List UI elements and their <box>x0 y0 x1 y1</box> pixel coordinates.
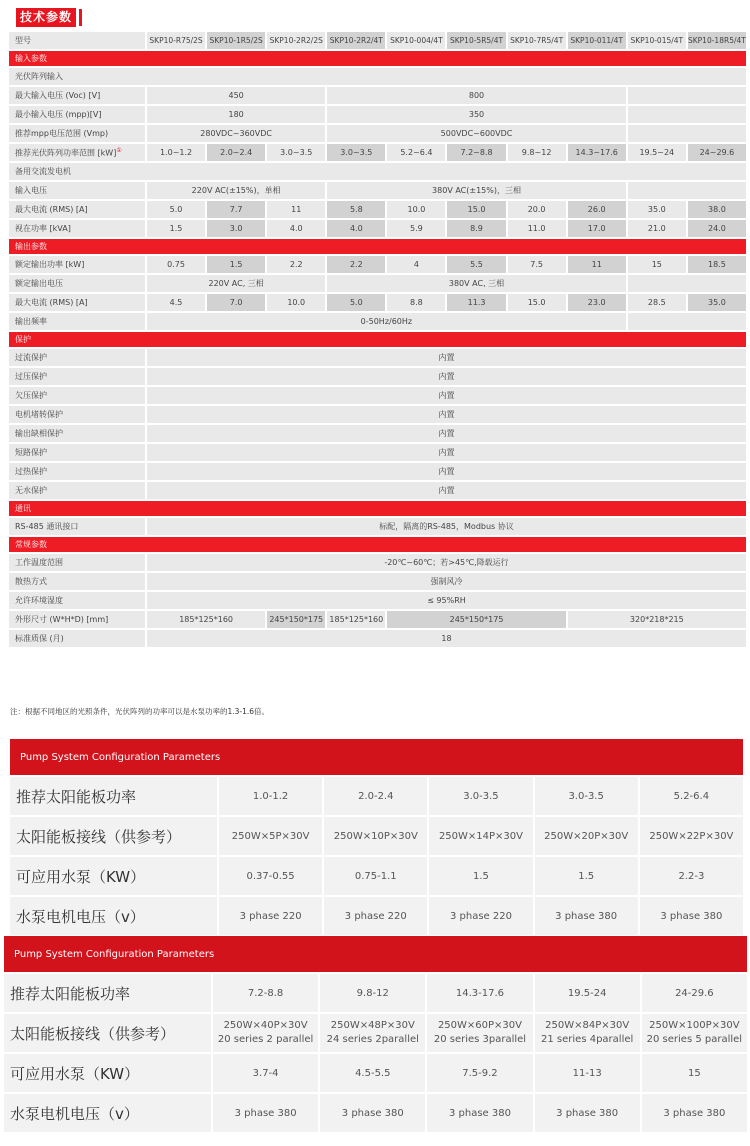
value-cell: 8.8 <box>387 294 445 311</box>
row-label: 过压保护 <box>9 368 145 385</box>
value-cell: 250W×5P×30V <box>219 817 322 855</box>
footnote: 注：根据不同地区的光照条件，光伏阵列的功率可以是水泵功率的1.3-1.6倍。 <box>10 707 270 716</box>
value-cell: 3.7-4 <box>213 1054 318 1092</box>
in-current-row <box>9 201 746 218</box>
value-cell: 3 phase 380 <box>213 1094 318 1132</box>
value-cell: 24.0 <box>688 220 746 237</box>
value-cell: 5.8 <box>327 201 385 218</box>
model-cell: SKP10-2R2/2S <box>267 32 325 49</box>
rs485-row <box>9 518 746 535</box>
value-cell: 8.9 <box>447 220 505 237</box>
value-cell: 320*218*215 <box>568 611 746 628</box>
value-cell: 3 phase 380 <box>640 897 743 935</box>
section-title <box>16 7 82 27</box>
cooling-row <box>9 573 746 590</box>
row-label-text: 推荐光伏阵列功率范围 [kW] <box>15 148 117 158</box>
value-cell: 2.2 <box>327 256 385 273</box>
title-accent-bar <box>79 9 82 26</box>
empty-cell <box>628 313 746 330</box>
value-cell: 3 phase 380 <box>320 1094 425 1132</box>
value-cell: 5.2-6.4 <box>640 777 743 815</box>
value-cell: 3 phase 380 <box>427 1094 532 1132</box>
value-cell: 5.0 <box>327 294 385 311</box>
value-cell: 500VDC~600VDC <box>327 125 625 142</box>
row-label: 推荐mpp电压范围 (Vmp) <box>9 125 145 142</box>
value-cell: 5.9 <box>387 220 445 237</box>
value-cell <box>642 1014 747 1052</box>
in-voltage-row <box>9 182 746 199</box>
section-label: 通讯 <box>9 501 746 516</box>
pump-voltage-row <box>4 1094 747 1132</box>
series-line: 20 series 5 parallel <box>646 1034 743 1045</box>
out-current-row <box>9 294 746 311</box>
value-cell: 内置 <box>147 406 746 423</box>
value-cell: 220V AC(±15%)，单相 <box>147 182 325 199</box>
value-cell: 10.0 <box>387 201 445 218</box>
backup-row <box>9 163 746 180</box>
value-cell: 内置 <box>147 368 746 385</box>
row-label: 最小输入电压 (mpp)[V] <box>9 106 145 123</box>
row-label: 标准质保 (月) <box>9 630 145 647</box>
empty-cell <box>628 106 746 123</box>
protection-row <box>9 482 746 499</box>
voc-row <box>9 87 746 104</box>
value-cell: 450 <box>147 87 325 104</box>
series-line: 20 series 3parallel <box>433 1034 527 1045</box>
protection-row <box>9 425 746 442</box>
value-cell: 15 <box>642 1054 747 1092</box>
value-cell: 4.0 <box>267 220 325 237</box>
value-cell: 7.5-9.2 <box>427 1054 532 1092</box>
value-cell: 内置 <box>147 425 746 442</box>
value-cell: 800 <box>327 87 625 104</box>
value-cell: 7.7 <box>207 201 265 218</box>
value-cell: 4.0 <box>327 220 385 237</box>
value-cell: 内置 <box>147 349 746 366</box>
model-cell: SKP10-004/4T <box>387 32 445 49</box>
value-cell: 20.0 <box>508 201 566 218</box>
pump-table-header <box>10 739 743 775</box>
value-cell: 3 phase 220 <box>219 897 322 935</box>
value-cell: 18.5 <box>688 256 746 273</box>
value-cell: 3 phase 380 <box>642 1094 747 1132</box>
protection-row <box>9 368 746 385</box>
value-cell: 0.37-0.55 <box>219 857 322 895</box>
value-cell: 11 <box>568 256 626 273</box>
vmp-row <box>9 125 746 142</box>
value-cell: 18 <box>147 630 746 647</box>
value-cell: 3.0-3.5 <box>429 777 532 815</box>
row-label: 工作温度范围 <box>9 554 145 571</box>
row-label: 太阳能板接线（供参考） <box>10 817 217 855</box>
empty-cell <box>628 275 746 292</box>
empty-cell <box>628 182 746 199</box>
model-cell: SKP10-18R5/4T <box>688 32 746 49</box>
value-cell: 3.0-3.5 <box>535 777 638 815</box>
series-line: 24 series 2parallel <box>326 1034 419 1045</box>
value-cell: 19.5-24 <box>535 974 640 1012</box>
value-cell: 4.5 <box>147 294 205 311</box>
value-cell: 0.75-1.1 <box>324 857 427 895</box>
wiring-line: 250W×40P×30V <box>223 1020 308 1031</box>
value-cell: 220V AC, 三相 <box>147 275 325 292</box>
protection-row <box>9 463 746 480</box>
row-label: 型号 <box>9 32 145 49</box>
value-cell: 内置 <box>147 463 746 480</box>
section-comm <box>9 501 746 516</box>
row-label: 输入电压 <box>9 182 145 199</box>
value-cell: 内置 <box>147 444 746 461</box>
temp-row <box>9 554 746 571</box>
row-label: 最大电流 (RMS) [A] <box>9 294 145 311</box>
footnote-mark: ① <box>116 146 122 154</box>
row-label: 推荐太阳能板功率 <box>10 777 217 815</box>
value-cell: 5.5 <box>447 256 505 273</box>
wiring-line: 250W×60P×30V <box>437 1020 522 1031</box>
row-label: 推荐太阳能板功率 <box>4 974 211 1012</box>
pump-wiring-row <box>4 1014 747 1052</box>
value-cell: 内置 <box>147 387 746 404</box>
model-cell: SKP10-5R5/4T <box>447 32 505 49</box>
value-cell: 1.5 <box>207 256 265 273</box>
pump-config-table-1 <box>8 737 745 937</box>
value-cell: 9.8-12 <box>320 974 425 1012</box>
section-label: 保护 <box>9 332 746 347</box>
value-cell: 35.0 <box>688 294 746 311</box>
row-label: 最大输入电压 (Voc) [V] <box>9 87 145 104</box>
section-general <box>9 537 746 552</box>
row-label: 短路保护 <box>9 444 145 461</box>
row-label: 额定输出功率 [kW] <box>9 256 145 273</box>
value-cell: 250W×20P×30V <box>535 817 638 855</box>
value-cell: 11-13 <box>535 1054 640 1092</box>
value-cell: 7.2-8.8 <box>213 974 318 1012</box>
section-protection <box>9 332 746 347</box>
protection-row <box>9 444 746 461</box>
spec-table <box>7 30 748 649</box>
value-cell: 245*150*175 <box>387 611 565 628</box>
value-cell: 7.5 <box>508 256 566 273</box>
model-cell: SKP10-015/4T <box>628 32 686 49</box>
value-cell: 380V AC, 三相 <box>327 275 625 292</box>
value-cell: 35.0 <box>628 201 686 218</box>
value-cell: 28.5 <box>628 294 686 311</box>
row-label: 光伏阵列输入 <box>9 68 746 85</box>
value-cell: 180 <box>147 106 325 123</box>
value-cell: 24~29.6 <box>688 144 746 161</box>
value-cell: -20℃~60℃；若>45℃,降载运行 <box>147 554 746 571</box>
title-badge: 技术参数 <box>16 8 76 27</box>
value-cell: 4.5-5.5 <box>320 1054 425 1092</box>
pump-config-table-2 <box>2 934 749 1134</box>
value-cell: 15.0 <box>508 294 566 311</box>
value-cell: 2.0-2.4 <box>324 777 427 815</box>
row-label: 水泵电机电压（v） <box>10 897 217 935</box>
value-cell: 3 phase 380 <box>535 897 638 935</box>
section-output <box>9 239 746 254</box>
value-cell: 250W×10P×30V <box>324 817 427 855</box>
value-cell: 185*125*160 <box>147 611 265 628</box>
value-cell: 5.2~6.4 <box>387 144 445 161</box>
series-line: 21 series 4parallel <box>541 1034 634 1045</box>
value-cell <box>427 1014 532 1052</box>
out-power-row <box>9 256 746 273</box>
section-label: 常规参数 <box>9 537 746 552</box>
value-cell: 14.3-17.6 <box>427 974 532 1012</box>
value-cell: 19.5~24 <box>628 144 686 161</box>
mpp-min-row <box>9 106 746 123</box>
value-cell: 245*150*175 <box>267 611 325 628</box>
row-label: 欠压保护 <box>9 387 145 404</box>
row-label: 可应用水泵（KW） <box>4 1054 211 1092</box>
pump-table-header <box>4 936 747 972</box>
value-cell: 7.0 <box>207 294 265 311</box>
row-label: 散热方式 <box>9 573 145 590</box>
size-row <box>9 611 746 628</box>
value-cell: 1.0-1.2 <box>219 777 322 815</box>
row-label: 视在功率 [kVA] <box>9 220 145 237</box>
value-cell: 2.2 <box>267 256 325 273</box>
value-cell: ≤ 95%RH <box>147 592 746 609</box>
value-cell: 23.0 <box>568 294 626 311</box>
value-cell: 3.0~3.5 <box>267 144 325 161</box>
value-cell: 3 phase 220 <box>324 897 427 935</box>
value-cell: 1.5 <box>535 857 638 895</box>
value-cell: 4 <box>387 256 445 273</box>
value-cell: 11.0 <box>508 220 566 237</box>
value-cell: 2.0~2.4 <box>207 144 265 161</box>
row-label: RS-485 通讯接口 <box>9 518 145 535</box>
value-cell: 17.0 <box>568 220 626 237</box>
humidity-row <box>9 592 746 609</box>
series-line: 20 series 2 parallel <box>217 1034 314 1045</box>
value-cell <box>213 1014 318 1052</box>
value-cell: 21.0 <box>628 220 686 237</box>
pump-kw-row <box>4 1054 747 1092</box>
row-label: 输出频率 <box>9 313 145 330</box>
row-label: 电机堵转保护 <box>9 406 145 423</box>
pump-power-row <box>4 974 747 1012</box>
protection-row <box>9 406 746 423</box>
row-label: 可应用水泵（KW） <box>10 857 217 895</box>
value-cell: 250W×14P×30V <box>429 817 532 855</box>
value-cell: 350 <box>327 106 625 123</box>
model-cell: SKP10-1R5/2S <box>207 32 265 49</box>
pump-voltage-row <box>10 897 743 935</box>
value-cell: 280VDC~360VDC <box>147 125 325 142</box>
pump-kw-row <box>10 857 743 895</box>
value-cell: 185*125*160 <box>327 611 385 628</box>
wiring-line: 250W×48P×30V <box>330 1020 415 1031</box>
wiring-line: 250W×84P×30V <box>545 1020 630 1031</box>
model-cell: SKP10-7R5/4T <box>508 32 566 49</box>
value-cell: 1.5 <box>147 220 205 237</box>
row-label: 太阳能板接线（供参考） <box>4 1014 211 1052</box>
empty-cell <box>628 87 746 104</box>
protection-row <box>9 349 746 366</box>
value-cell: 9.8~12 <box>508 144 566 161</box>
value-cell: 14.3~17.6 <box>568 144 626 161</box>
row-label: 输出缺相保护 <box>9 425 145 442</box>
value-cell <box>535 1014 640 1052</box>
value-cell: 3 phase 220 <box>429 897 532 935</box>
apparent-power-row <box>9 220 746 237</box>
value-cell: 5.0 <box>147 201 205 218</box>
value-cell: 26.0 <box>568 201 626 218</box>
row-label: 无水保护 <box>9 482 145 499</box>
value-cell: 250W×22P×30V <box>640 817 743 855</box>
value-cell: 强制风冷 <box>147 573 746 590</box>
empty-cell <box>628 125 746 142</box>
model-cell: SKP10-2R2/4T <box>327 32 385 49</box>
value-cell: 11 <box>267 201 325 218</box>
out-voltage-row <box>9 275 746 292</box>
row-label: 额定输出电压 <box>9 275 145 292</box>
wiring-line: 250W×100P×30V <box>649 1020 740 1031</box>
value-cell: 15 <box>628 256 686 273</box>
pump-power-row <box>10 777 743 815</box>
row-label <box>9 144 145 161</box>
value-cell: 3 phase 380 <box>535 1094 640 1132</box>
value-cell: 15.0 <box>447 201 505 218</box>
value-cell <box>320 1014 425 1052</box>
out-freq-row <box>9 313 746 330</box>
pv-input-row <box>9 68 746 85</box>
row-label: 过热保护 <box>9 463 145 480</box>
value-cell: 3.0 <box>207 220 265 237</box>
model-row <box>9 32 746 49</box>
pump-wiring-row <box>10 817 743 855</box>
protection-row <box>9 387 746 404</box>
section-input <box>9 51 746 66</box>
model-cell: SKP10-R75/2S <box>147 32 205 49</box>
row-label: 允许环境湿度 <box>9 592 145 609</box>
section-label: 输出参数 <box>9 239 746 254</box>
warranty-row <box>9 630 746 647</box>
value-cell: 2.2-3 <box>640 857 743 895</box>
row-label: 外形尺寸 (W*H*D) [mm] <box>9 611 145 628</box>
row-label: 过流保护 <box>9 349 145 366</box>
value-cell: 7.2~8.8 <box>447 144 505 161</box>
model-cell: SKP10-011/4T <box>568 32 626 49</box>
value-cell: 24-29.6 <box>642 974 747 1012</box>
section-label: 输入参数 <box>9 51 746 66</box>
value-cell: 10.0 <box>267 294 325 311</box>
pump-header-label: Pump System Configuration Parameters <box>10 739 743 775</box>
value-cell: 1.0~1.2 <box>147 144 205 161</box>
value-cell: 0-50Hz/60Hz <box>147 313 626 330</box>
value-cell: 11.3 <box>447 294 505 311</box>
row-label: 水泵电机电压（v） <box>4 1094 211 1132</box>
row-label: 备用交流发电机 <box>9 163 746 180</box>
value-cell: 标配，隔离的RS-485，Modbus 协议 <box>147 518 746 535</box>
pv-power-row <box>9 144 746 161</box>
row-label: 最大电流 (RMS) [A] <box>9 201 145 218</box>
value-cell: 0.75 <box>147 256 205 273</box>
value-cell: 3.0~3.5 <box>327 144 385 161</box>
value-cell: 380V AC(±15%)，三相 <box>327 182 625 199</box>
value-cell: 内置 <box>147 482 746 499</box>
value-cell: 38.0 <box>688 201 746 218</box>
value-cell: 1.5 <box>429 857 532 895</box>
pump-header-label: Pump System Configuration Parameters <box>4 936 747 972</box>
